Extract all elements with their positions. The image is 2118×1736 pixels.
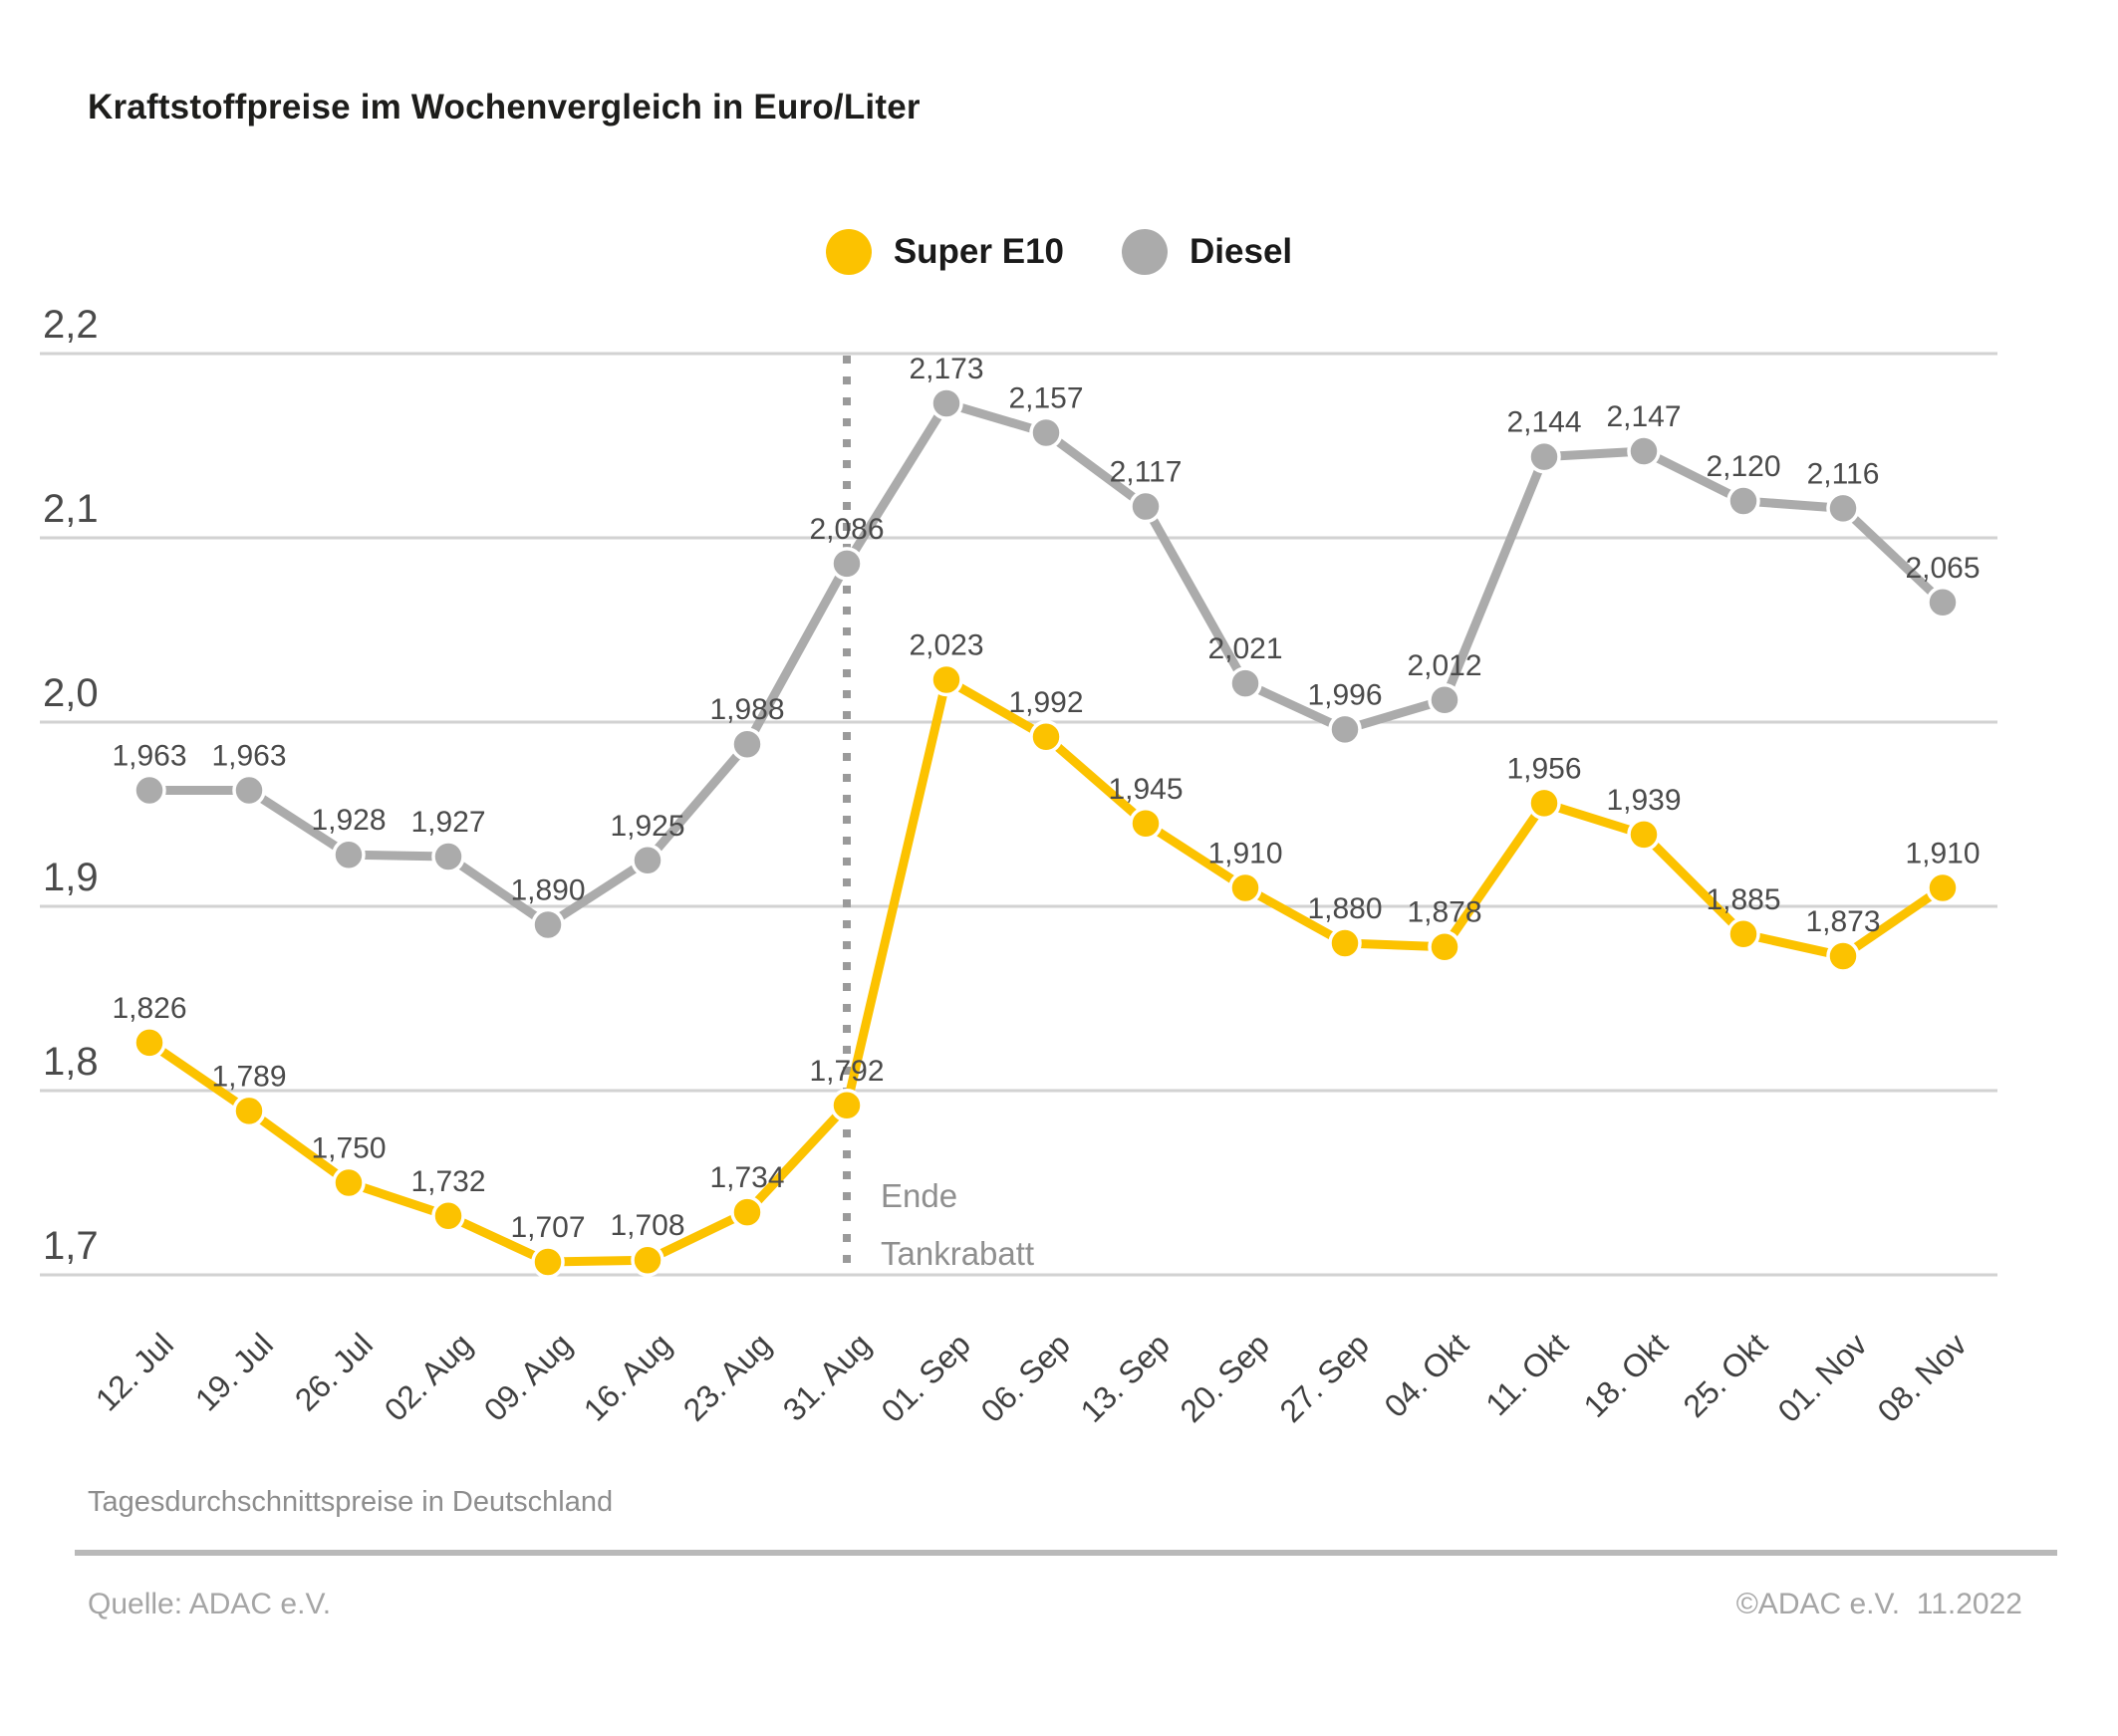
super-e10-point	[1928, 873, 1958, 903]
x-axis-label: 31. Aug	[775, 1326, 878, 1428]
super-e10-point-label: 1,885	[1706, 882, 1781, 916]
x-axis-label: 16. Aug	[576, 1326, 678, 1428]
super-e10-point-label: 1,910	[1905, 837, 1981, 870]
chart-footnote: Tagesdurchschnittspreise in Deutschland	[88, 1486, 614, 1518]
diesel-point-label: 1,963	[112, 739, 187, 773]
x-axis-label: 25. Okt	[1676, 1326, 1774, 1424]
diesel-point	[134, 775, 164, 805]
super-e10-point-label: 1,792	[809, 1054, 885, 1088]
diesel-line	[149, 403, 1943, 925]
diesel-point-label: 2,065	[1905, 551, 1981, 585]
super-e10-point	[1330, 928, 1360, 958]
y-axis-tick-label: 1,8	[43, 1040, 99, 1084]
super-e10-point	[1728, 919, 1758, 949]
super-e10-point	[334, 1168, 364, 1198]
diesel-point	[633, 846, 662, 875]
diesel-point	[1230, 668, 1260, 698]
super-e10-point	[533, 1247, 563, 1277]
super-e10-point-label: 1,707	[510, 1211, 586, 1245]
diesel-point	[1728, 486, 1758, 516]
diesel-point-label: 2,157	[1008, 381, 1084, 415]
diesel-point-label: 1,996	[1307, 678, 1383, 712]
x-axis-label: 20. Sep	[1173, 1326, 1276, 1429]
diesel-point-label: 1,988	[709, 693, 785, 727]
super-e10-point-label: 1,750	[311, 1131, 387, 1165]
x-axis-label: 02. Aug	[377, 1326, 479, 1428]
diesel-point	[1131, 492, 1161, 522]
diesel-point	[533, 910, 563, 940]
copyright-credit: ©ADAC e.V. 11.2022	[1735, 1588, 2022, 1620]
super-e10-point	[1828, 941, 1858, 971]
diesel-point	[1330, 714, 1360, 744]
super-e10-point-label: 1,789	[211, 1060, 287, 1094]
diesel-point-label: 1,890	[510, 873, 586, 907]
diesel-point-label: 1,925	[610, 809, 685, 843]
diesel-point-label: 2,120	[1706, 450, 1781, 483]
super-e10-point-label: 1,910	[1207, 837, 1283, 870]
super-e10-point-label: 1,945	[1108, 772, 1184, 806]
x-axis-label: 19. Jul	[187, 1326, 280, 1418]
diesel-point	[334, 840, 364, 869]
x-axis-label: 09. Aug	[476, 1326, 579, 1428]
annotation-text: Tankrabatt	[881, 1235, 1035, 1272]
diesel-point-label: 2,086	[809, 512, 885, 546]
super-e10-point	[832, 1091, 862, 1120]
super-e10-point-label: 1,734	[709, 1161, 785, 1195]
super-e10-point-label: 1,873	[1805, 904, 1881, 938]
diesel-point-label: 1,963	[211, 739, 287, 773]
y-axis-tick-label: 2,2	[43, 303, 99, 347]
x-axis-label: 01. Sep	[874, 1326, 977, 1429]
super-e10-point	[234, 1096, 264, 1125]
x-axis-label: 11. Okt	[1478, 1326, 1575, 1423]
y-axis-tick-label: 1,7	[43, 1224, 99, 1268]
super-e10-point	[1031, 722, 1061, 752]
super-e10-point-label: 1,956	[1506, 752, 1582, 786]
diesel-point	[1629, 436, 1659, 466]
diesel-point-label: 2,012	[1407, 648, 1482, 682]
diesel-point	[433, 842, 463, 871]
x-axis-label: 23. Aug	[675, 1326, 778, 1428]
super-e10-point	[931, 664, 961, 694]
super-e10-point-label: 1,880	[1307, 892, 1383, 925]
diesel-point-label: 2,144	[1506, 405, 1582, 439]
diesel-point	[1430, 685, 1459, 715]
diesel-point-label: 2,116	[1806, 457, 1880, 491]
super-e10-point-label: 2,023	[909, 628, 984, 662]
diesel-point-label: 2,117	[1109, 455, 1183, 489]
super-e10-point	[1131, 809, 1161, 839]
diesel-point-label: 2,021	[1207, 632, 1283, 666]
footer-divider	[75, 1550, 2057, 1556]
page-title: Kraftstoffpreise im Wochenvergleich in Euro/Liter	[88, 88, 921, 126]
super-e10-point	[633, 1245, 662, 1275]
diesel-point	[732, 729, 762, 759]
diesel-point	[931, 388, 961, 418]
legend-label: Super E10	[893, 232, 1065, 271]
x-axis-label: 13. Sep	[1073, 1326, 1177, 1429]
annotation-text: Ende	[881, 1177, 958, 1214]
x-axis-label: 06. Sep	[973, 1326, 1077, 1429]
super-e10-point	[732, 1197, 762, 1227]
super-e10-point-label: 1,992	[1008, 685, 1084, 719]
super-e10-point-label: 1,939	[1606, 783, 1682, 817]
x-axis-label: 01. Nov	[1770, 1326, 1874, 1429]
super-e10-point	[433, 1201, 463, 1231]
diesel-point	[832, 549, 862, 579]
diesel-point-label: 2,147	[1606, 400, 1682, 434]
y-axis-tick-label: 1,9	[43, 856, 99, 899]
diesel-point	[234, 775, 264, 805]
diesel-point-label: 2,173	[909, 352, 984, 385]
x-axis-label: 08. Nov	[1870, 1326, 1974, 1429]
super-e10-point	[134, 1028, 164, 1058]
super-e10-point	[1230, 873, 1260, 903]
diesel-point	[1529, 442, 1559, 472]
diesel-point-label: 1,927	[410, 806, 486, 840]
source-credit: Quelle: ADAC e.V.	[88, 1588, 332, 1620]
x-axis-label: 27. Sep	[1272, 1326, 1376, 1429]
x-axis-label: 04. Okt	[1377, 1326, 1475, 1424]
y-axis-tick-label: 2,1	[43, 487, 99, 531]
super-e10-point-label: 1,826	[112, 991, 187, 1025]
x-axis-label: 26. Jul	[287, 1326, 380, 1418]
super-e10-point	[1430, 932, 1459, 962]
super-e10-point-label: 1,878	[1407, 895, 1482, 929]
diesel-point-label: 1,928	[311, 804, 387, 838]
y-axis-tick-label: 2,0	[43, 671, 99, 715]
diesel-point	[1828, 493, 1858, 523]
x-axis-label: 18. Okt	[1576, 1326, 1675, 1424]
diesel-point	[1031, 418, 1061, 448]
super-e10-point-label: 1,708	[610, 1209, 685, 1243]
super-e10-point	[1529, 788, 1559, 818]
super-e10-point	[1629, 820, 1659, 850]
diesel-point	[1928, 588, 1958, 618]
legend-label: Diesel	[1190, 232, 1293, 271]
super-e10-point-label: 1,732	[410, 1164, 486, 1198]
x-axis-label: 12. Jul	[88, 1326, 180, 1418]
